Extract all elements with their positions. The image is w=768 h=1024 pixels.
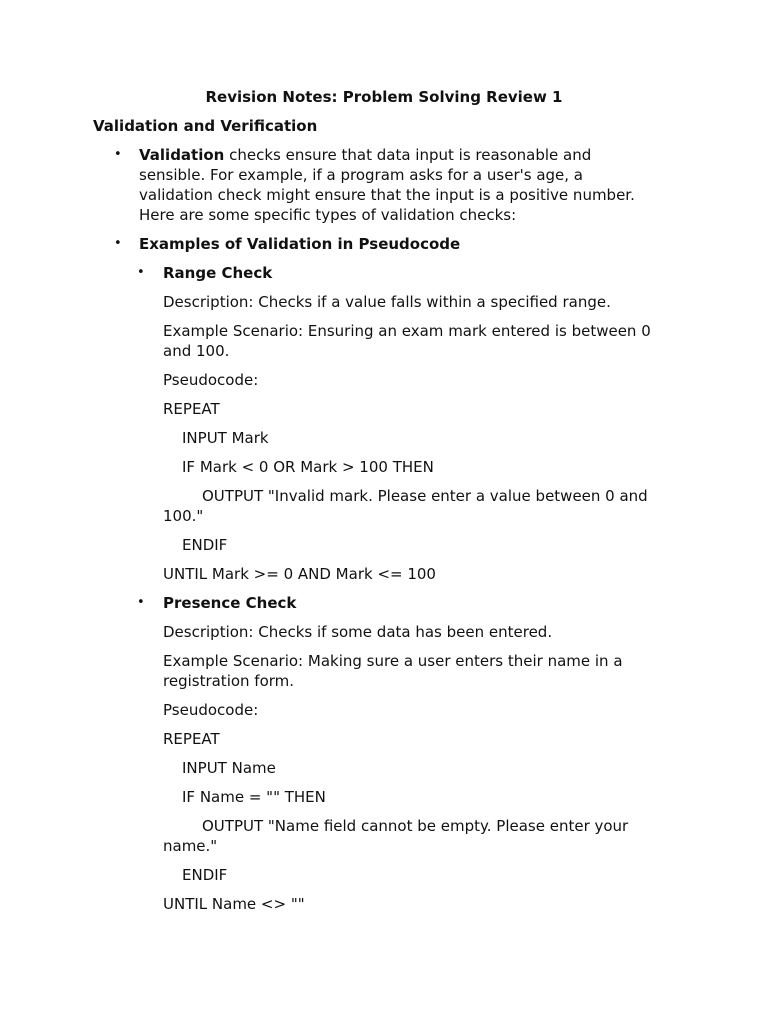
validation-description: checks ensure that data input is reasonable and sensible. For example, if a program asks for a user's age, a validation check might ensure that the input is a positive number. Here are some specific types of validation checks: bbox=[139, 146, 635, 224]
range-check-description: Description: Checks if a value falls within a specified range. bbox=[163, 293, 611, 311]
examples-heading: Examples of Validation in Pseudocode bbox=[139, 235, 461, 253]
page-title: Revision Notes: Problem Solving Review 1 bbox=[205, 88, 563, 106]
presence-check-item bbox=[137, 593, 673, 613]
range-check-pseudocode-label: Pseudocode: bbox=[163, 371, 259, 389]
section-heading: Validation and Verification bbox=[93, 117, 318, 135]
code-line: OUTPUT "Invalid mark. Please enter a value between 0 and 100." bbox=[163, 487, 648, 525]
code-line: UNTIL Mark >= 0 AND Mark <= 100 bbox=[163, 565, 436, 583]
bullet-icon: • bbox=[114, 147, 122, 162]
presence-check-pseudocode-label: Pseudocode: bbox=[163, 701, 259, 719]
presence-check-scenario: Example Scenario: Making sure a user enters their name in a registration form. bbox=[163, 652, 623, 690]
range-check-scenario: Example Scenario: Ensuring an exam mark entered is between 0 and 100. bbox=[163, 322, 651, 360]
code-line: IF Name = "" THEN bbox=[182, 788, 326, 806]
code-line: UNTIL Name <> "" bbox=[163, 895, 305, 913]
validation-intro-text bbox=[139, 145, 659, 225]
code-line: REPEAT bbox=[163, 400, 220, 418]
presence-check-description: Description: Checks if some data has been entered. bbox=[163, 623, 553, 641]
validation-intro-item bbox=[114, 145, 659, 225]
code-line: OUTPUT "Name field cannot be empty. Please enter your name." bbox=[163, 817, 629, 855]
bullet-icon: • bbox=[137, 595, 145, 610]
document-body bbox=[0, 145, 768, 914]
validation-term: Validation bbox=[139, 146, 225, 164]
code-line: REPEAT bbox=[163, 730, 220, 748]
code-line: ENDIF bbox=[182, 536, 228, 554]
code-line: INPUT Name bbox=[182, 759, 276, 777]
code-line: INPUT Mark bbox=[182, 429, 269, 447]
range-check-item bbox=[137, 263, 673, 283]
bullet-icon: • bbox=[137, 265, 145, 280]
code-line: IF Mark < 0 OR Mark > 100 THEN bbox=[182, 458, 434, 476]
bullet-icon: • bbox=[114, 236, 122, 251]
presence-check-heading: Presence Check bbox=[163, 594, 297, 612]
examples-heading-item bbox=[114, 234, 659, 254]
code-line: ENDIF bbox=[182, 866, 228, 884]
range-check-heading: Range Check bbox=[163, 264, 273, 282]
